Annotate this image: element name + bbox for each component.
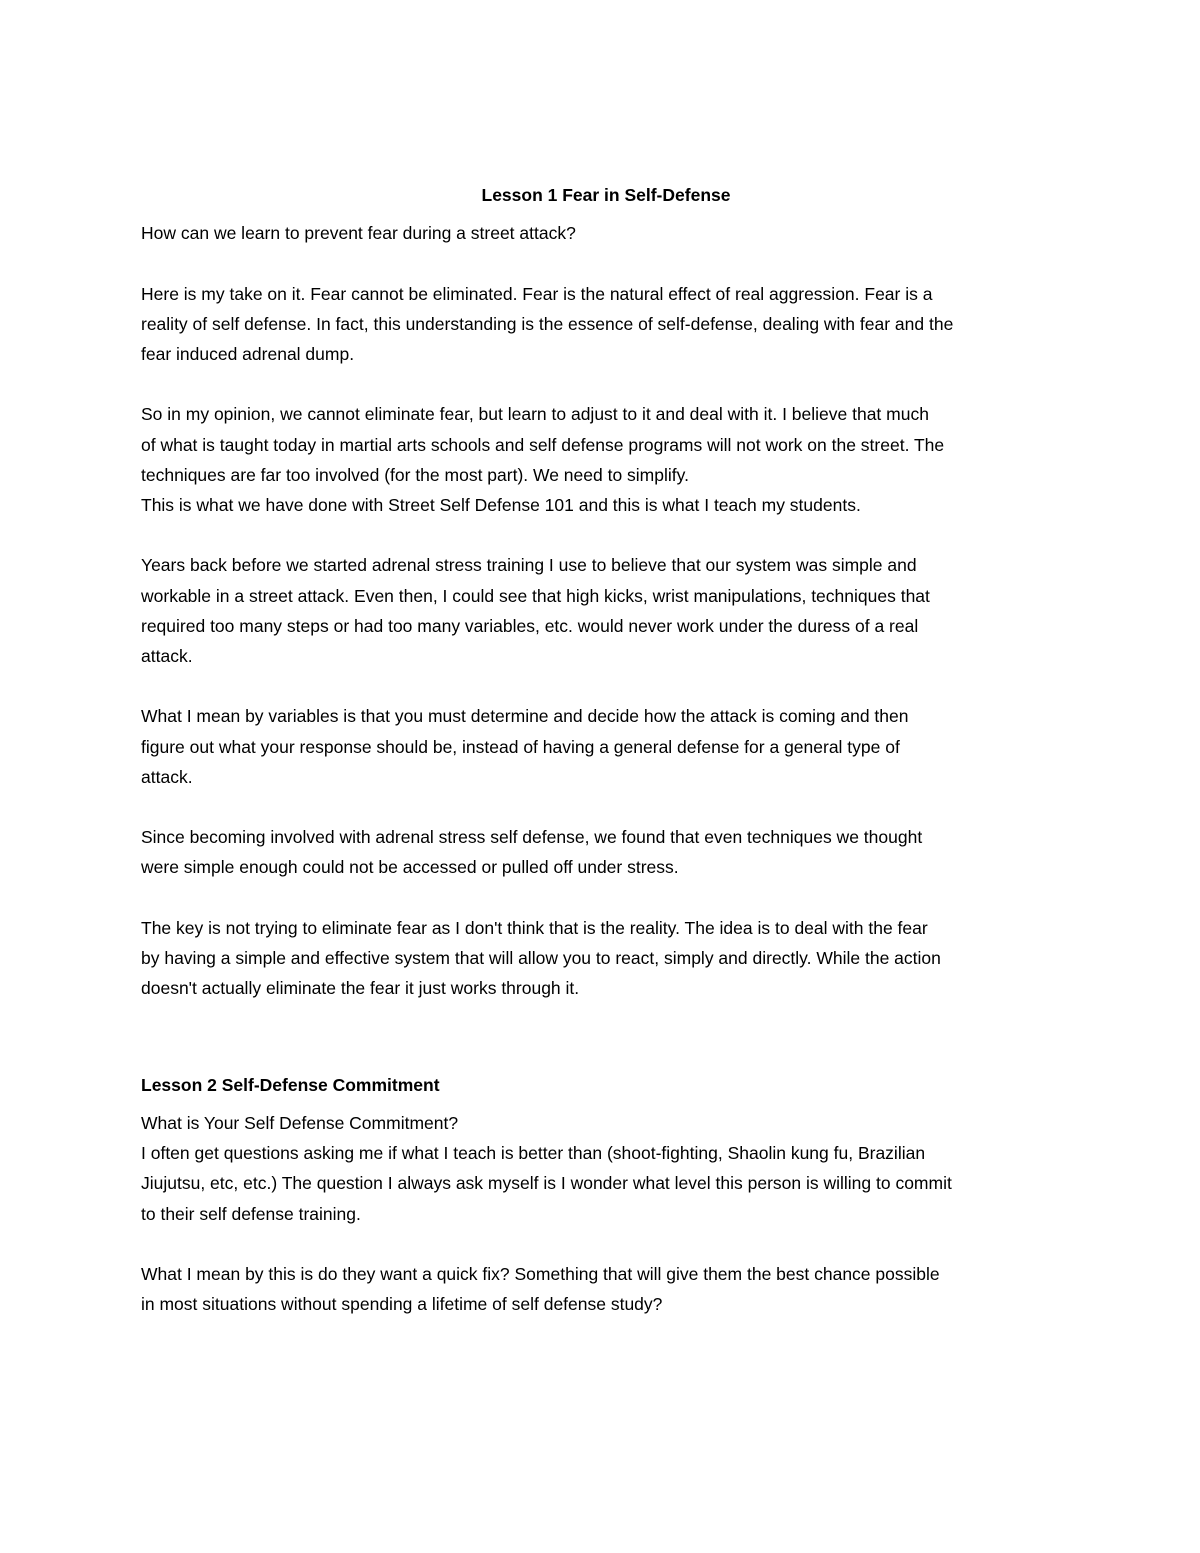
text-line: figure out what your response should be, instead of having a general defense for a general type of (141, 736, 900, 757)
lesson-1-paragraph-6 (141, 913, 1071, 1004)
lesson-1-paragraph-1 (141, 279, 1071, 370)
lesson-1-title: Lesson 1 Fear in Self-Defense (481, 185, 731, 205)
spacer (141, 1229, 1071, 1259)
text-line: I often get questions asking me if what I teach is better than (shoot-fighting, Shaolin kung fu, Brazilian (141, 1143, 926, 1164)
document-page (141, 180, 1071, 1319)
text-line: fear induced adrenal dump. (141, 344, 355, 364)
text-line: in most situations without spending a lifetime of self defense study? (141, 1294, 663, 1315)
text-line: of what is taught today in martial arts schools and self defense programs will not work on the street. The (141, 434, 945, 455)
text-line: So in my opinion, we cannot eliminate fear, but learn to adjust to it and deal with it. I believe that much (141, 404, 929, 425)
lesson-1-question: How can we learn to prevent fear during a street attack? (141, 223, 576, 244)
text-line: techniques are far too involved (for the most part). We need to simplify. (141, 464, 689, 485)
lesson-2-paragraph-1 (141, 1108, 1071, 1229)
text-line: What is Your Self Defense Commitment? (141, 1112, 459, 1133)
text-line: workable in a street attack. Even then, I could see that high kicks, wrist manipulations, techniques that (141, 585, 930, 606)
text-line: Years back before we started adrenal stress training I use to believe that our system was simple and (141, 555, 917, 576)
text-line: attack. (141, 766, 193, 787)
spacer (141, 369, 1071, 399)
spacer (141, 248, 1071, 278)
text-line: reality of self defense. In fact, this understanding is the essence of self-defense, dealing with fear and the (141, 313, 954, 334)
lesson-2-title: Lesson 2 Self-Defense Commitment (141, 1074, 440, 1095)
lesson-1-paragraph-4 (141, 701, 1071, 792)
text-line: attack. (141, 646, 193, 666)
lesson-1-paragraph-3 (141, 550, 1071, 671)
lesson-2-paragraph-2 (141, 1259, 1071, 1319)
text-line: doesn't actually eliminate the fear it just works through it. (141, 978, 580, 999)
text-line: required too many steps or had too many variables, etc. would never work under the duress of a real (141, 615, 919, 636)
spacer (141, 671, 1071, 701)
spacer (141, 1003, 1071, 1063)
spacer (141, 792, 1071, 822)
text-line: What I mean by this is do they want a quick fix? Something that will give them the best chance possible (141, 1263, 940, 1284)
text-line: Jiujutsu, etc, etc.) The question I always ask myself is I wonder what level this person is willing to commit (141, 1173, 952, 1194)
text-line: to their self defense training. (141, 1203, 361, 1224)
spacer (141, 520, 1071, 550)
spacer (141, 1100, 1071, 1108)
spacer (141, 883, 1071, 913)
text-line: What I mean by variables is that you must determine and decide how the attack is coming and then (141, 706, 909, 727)
text-line: The key is not trying to eliminate fear as I don't think that is the reality. The idea is to deal with the fear (141, 917, 928, 938)
spacer (141, 210, 1071, 218)
lesson-1-paragraph-2 (141, 399, 1071, 520)
lesson-1-paragraph-5 (141, 822, 1071, 882)
text-line: This is what we have done with Street Self Defense 101 and this is what I teach my students. (141, 495, 861, 515)
text-line: Since becoming involved with adrenal stress self defense, we found that even techniques we thought (141, 827, 923, 848)
text-line: Here is my take on it. Fear cannot be eliminated. Fear is the natural effect of real aggression. Fear is a (141, 283, 933, 304)
text-line: by having a simple and effective system that will allow you to react, simply and directly. While the action (141, 947, 941, 968)
text-line: were simple enough could not be accessed or pulled off under stress. (141, 857, 679, 878)
